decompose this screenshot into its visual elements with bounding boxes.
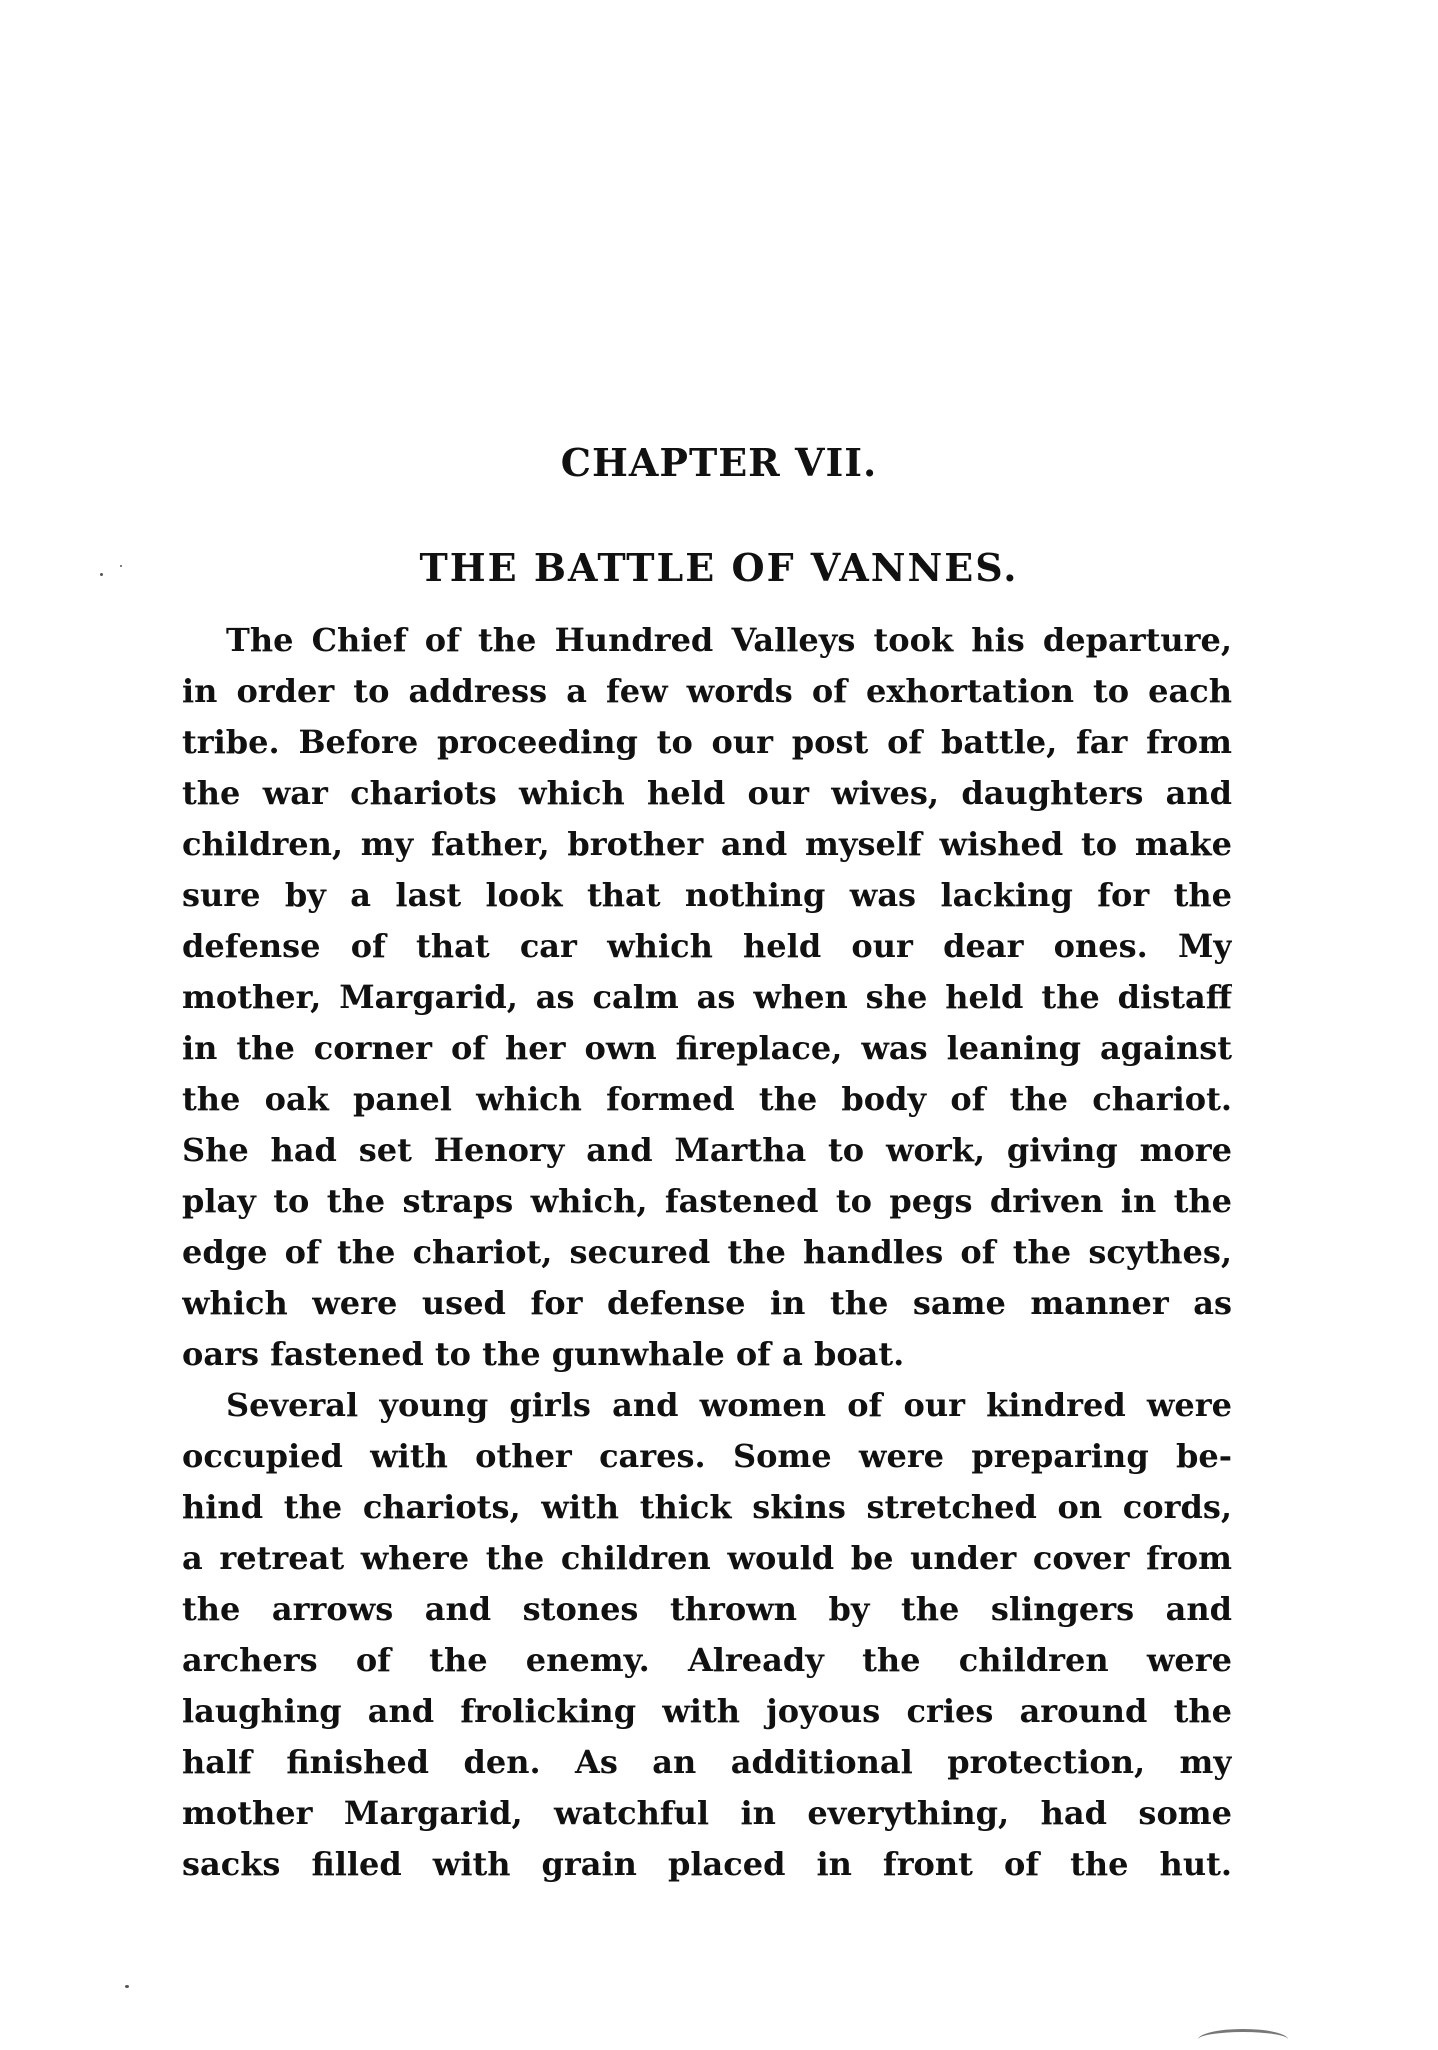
text-line: defense of that car which held our dear ones. My [182, 927, 1232, 965]
text-line: sacks filled with grain placed in front of the hut. [182, 1845, 1232, 1883]
text-line: in the corner of her own fireplace, was leaning against [182, 1029, 1232, 1067]
text-line: archers of the enemy. Already the children were [182, 1641, 1232, 1679]
text-line: The Chief of the Hundred Valleys took his departure, [226, 621, 1232, 659]
text-line: mother Margarid, watchful in everything, had some [182, 1794, 1232, 1832]
chapter-title: THE BATTLE OF VANNES. [419, 545, 1019, 590]
text-line: hind the chariots, with thick skins stretched on cords, [182, 1488, 1232, 1526]
text-line: play to the straps which, fastened to pegs driven in the [182, 1182, 1232, 1220]
text-line: occupied with other cares. Some were preparing be- [182, 1437, 1232, 1475]
text-line: laughing and frolicking with joyous cries around the [182, 1692, 1232, 1730]
text-line: children, my father, brother and myself wished to make [182, 825, 1232, 863]
paragraph-2 [182, 1380, 1232, 1890]
text-line: the arrows and stones thrown by the slingers and [182, 1590, 1232, 1628]
text-line: the oak panel which formed the body of the chariot. [182, 1080, 1232, 1118]
text-line: a retreat where the children would be under cover from [182, 1539, 1232, 1577]
scan-speck [125, 1985, 129, 1988]
text-line: the war chariots which held our wives, daughters and [182, 774, 1232, 812]
chapter-number: CHAPTER VII. [560, 440, 878, 485]
text-line: mother, Margarid, as calm as when she held the distaff [182, 978, 1232, 1016]
text-line: in order to address a few words of exhortation to each [182, 672, 1232, 710]
scan-edge-mark [1198, 2029, 1288, 2050]
text-line: which were used for defense in the same manner as [182, 1284, 1232, 1322]
text-line: sure by a last look that nothing was lacking for the [182, 876, 1232, 914]
text-line: half finished den. As an additional protection, my [182, 1743, 1232, 1781]
text-line: oars fastened to the gunwhale of a boat. [182, 1335, 905, 1373]
text-line: tribe. Before proceeding to our post of battle, far from [182, 723, 1232, 761]
scan-speck [120, 565, 122, 567]
body-text [182, 615, 1232, 1890]
paragraph-1 [182, 615, 1232, 1380]
text-line: Several young girls and women of our kindred were [226, 1386, 1232, 1424]
scan-speck [100, 573, 103, 576]
text-line: edge of the chariot, secured the handles of the scythes, [182, 1233, 1232, 1271]
text-line: She had set Henory and Martha to work, giving more [182, 1131, 1232, 1169]
